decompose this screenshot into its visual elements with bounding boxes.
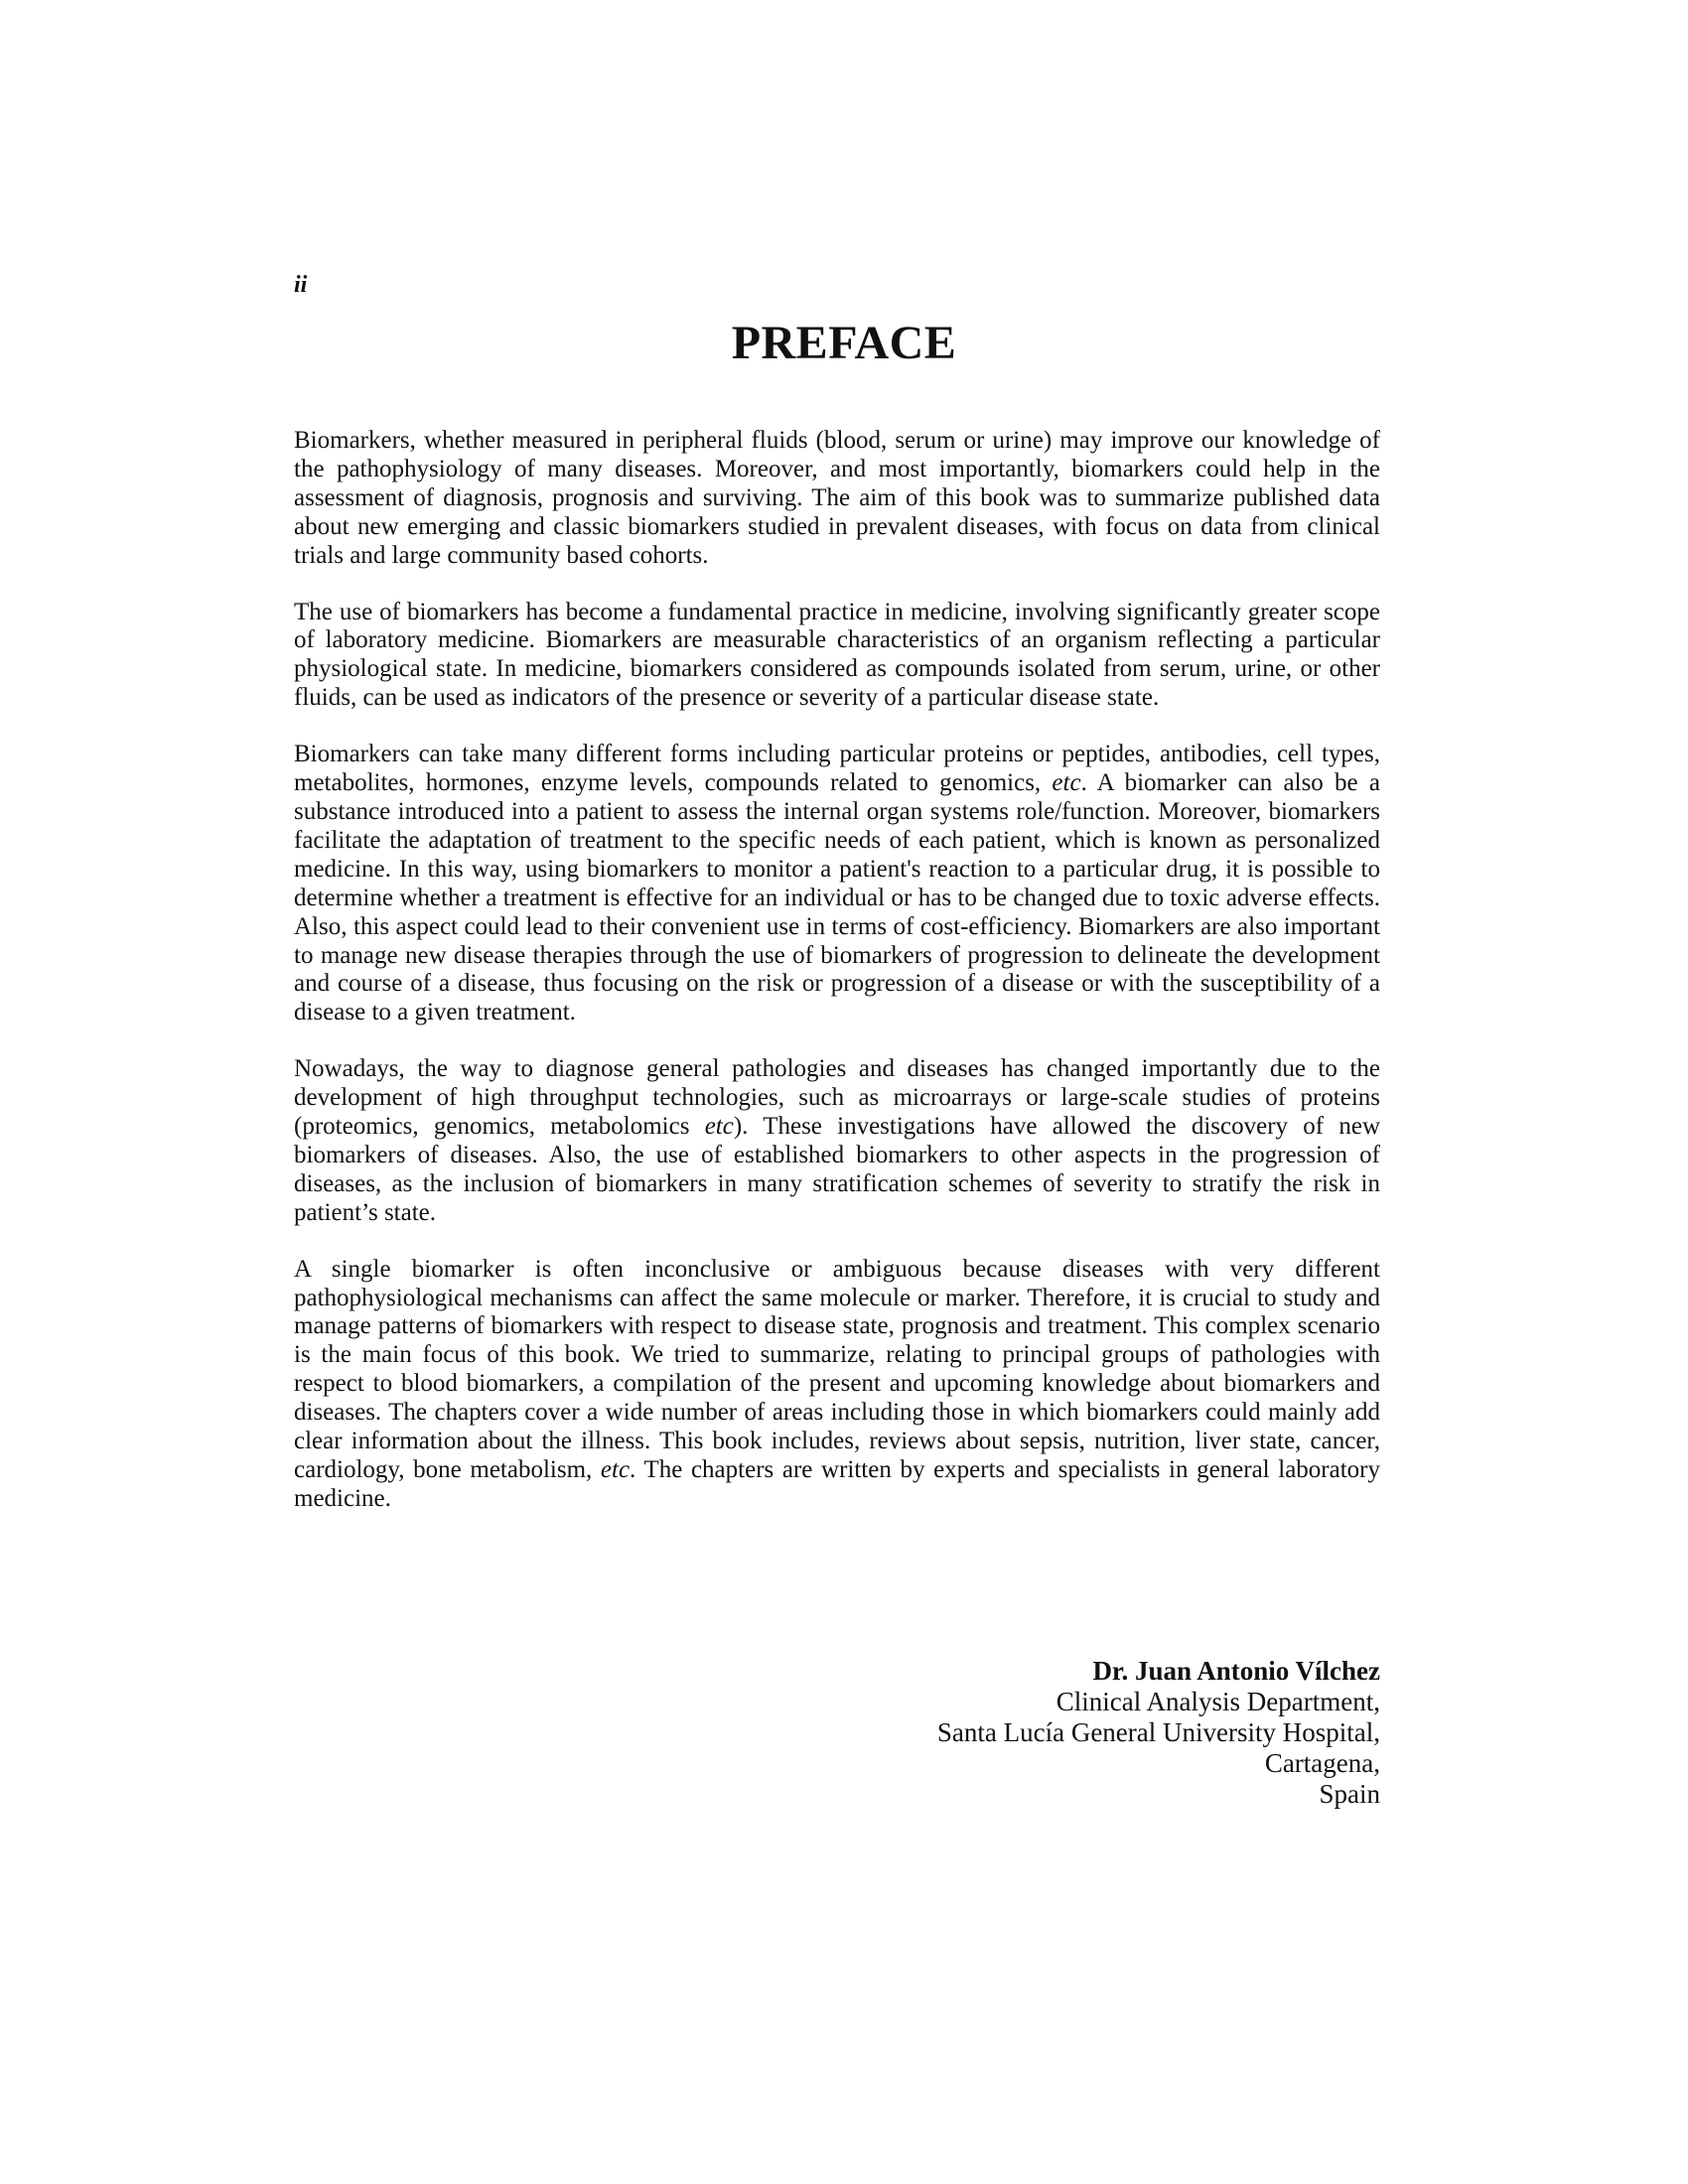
author-name: Dr. Juan Antonio Vílchez bbox=[1092, 1656, 1380, 1686]
author-hospital: Santa Lucía General University Hospital, bbox=[936, 1717, 1380, 1747]
paragraph-text: ). These investigations have allowed the discovery of new biomarkers of diseases. Also, the use of established biomarkers to other aspects in the progression of diseases, as the inclusion of biomarkers in many stratification schemes of severity to stratify the risk in patient’s state. bbox=[294, 1113, 1381, 1226]
paragraph-3 bbox=[294, 741, 1380, 1027]
author-department: Clinical Analysis Department, bbox=[1055, 1687, 1380, 1716]
italic-abbreviation: etc bbox=[1052, 769, 1081, 797]
paragraph-2 bbox=[294, 599, 1380, 714]
paragraph-text: A single biomarker is often inconclusive or ambiguous because diseases with very different pathophysiological mechanisms can affect the same molecule or marker. Therefore, it is crucial to study and manage patterns of biomarkers with respect to disease state, prognosis and treatment. This complex scenario is the main focus of this book. We tried to summarize, relating to principal groups of pathologies with respect to blood biomarkers, a compilation of the present and upcoming knowledge about biomarkers and diseases. The chapters cover a wide number of areas including those in which biomarkers could mainly add clear information about the illness. This book includes, reviews about sepsis, nutrition, liver state, cancer, cardiology, bone metabolism, bbox=[294, 1255, 1380, 1483]
italic-abbreviation: etc bbox=[600, 1456, 631, 1483]
paragraph-5 bbox=[294, 1256, 1380, 1514]
page-title: PREFACE bbox=[731, 317, 957, 369]
author-country: Spain bbox=[1319, 1779, 1380, 1809]
signature-block bbox=[937, 1656, 1380, 1810]
preface-body bbox=[294, 427, 1380, 1542]
paragraph-text: Biomarkers can take many different forms including particular proteins or peptides, antibodies, cell types, metabolites, hormones, enzyme levels, compounds related to genomics, bbox=[294, 741, 1380, 797]
paragraph-4 bbox=[294, 1055, 1380, 1227]
paragraph-text: Biomarkers, whether measured in peripheral fluids (blood, serum or urine) may improve our knowledge of the pathophysiology of many diseases. Moreover, and most importantly, biomarkers could help in the assessment of diagnosis, prognosis and surviving. The aim of this book was to summarize published data about new emerging and classic biomarkers studied in prevalent diseases, with focus on data from clinical trials and large community based cohorts. bbox=[294, 427, 1380, 569]
paragraph-text: . The chapters are written by experts and specialists in general laboratory medicine. bbox=[294, 1456, 1380, 1512]
paragraph-text: Nowadays, the way to diagnose general pathologies and diseases has changed importantly due to the development of high throughput technologies, such as microarrays or large-scale studies of proteins (proteomics, genomics, metabolomics bbox=[294, 1055, 1380, 1141]
author-city: Cartagena, bbox=[1264, 1748, 1380, 1778]
italic-abbreviation: etc bbox=[704, 1113, 734, 1141]
paragraph-text: . A biomarker can also be a substance introduced into a patient to assess the internal organ systems role/function. Moreover, biomarkers facilitate the adaptation of treatment to the specific needs of each patient, which is known as personalized medicine. In this way, using biomarkers to monitor a patient's reaction to a particular drug, it is possible to determine whether a treatment is effective for an individual or has to be changed due to toxic adverse effects. Also, this aspect could lead to their convenient use in terms of cost-efficiency. Biomarkers are also important to manage new disease therapies through the use of biomarkers of progression to delineate the development and course of a disease, thus focusing on the risk or progression of a disease or with the susceptibility of a disease to a given treatment. bbox=[294, 769, 1380, 1026]
paragraph-1 bbox=[294, 427, 1380, 571]
paragraph-text: The use of biomarkers has become a fundamental practice in medicine, involving significantly greater scope of laboratory medicine. Biomarkers are measurable characteristics of an organism reflecting a particular physiological state. In medicine, biomarkers considered as compounds isolated from serum, urine, or other fluids, can be used as indicators of the presence or severity of a particular disease state. bbox=[294, 598, 1380, 712]
page-number: ii bbox=[294, 272, 308, 298]
